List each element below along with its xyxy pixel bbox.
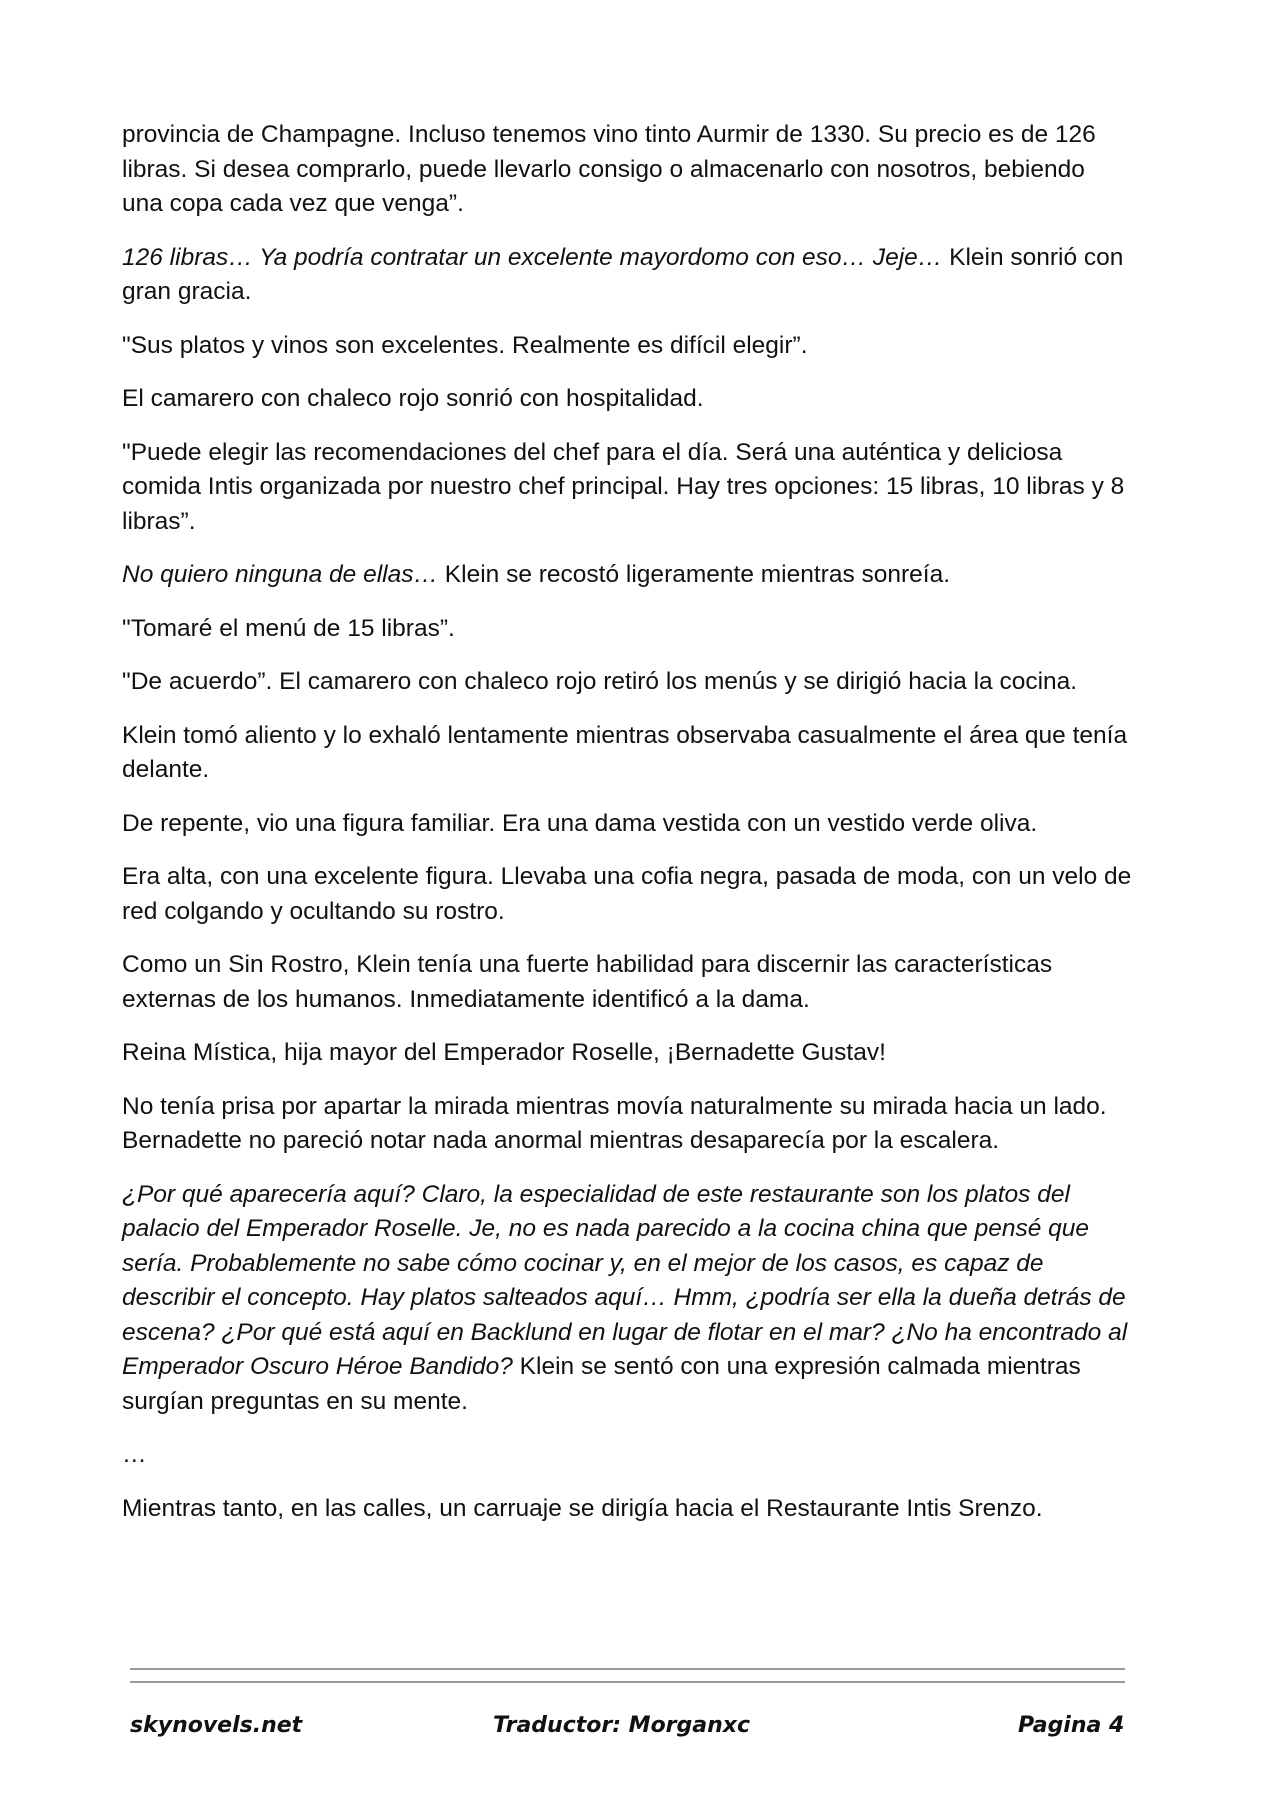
paragraph — [122, 436, 1132, 540]
text-run: "De acuerdo”. El camarero con chaleco rojo retiró los menús y se dirigió hacia la cocina. — [122, 668, 1078, 695]
paragraph — [122, 612, 1132, 647]
footer-page-number: Pagina 4 — [1018, 1713, 1125, 1738]
page-footer — [0, 1713, 1280, 1747]
text-run: Como un Sin Rostro, Klein tenía una fuerte habilidad para discernir las características externas de los humanos. Inmediatamente identificó a la dama. — [122, 951, 1053, 1013]
paragraph — [122, 1492, 1132, 1527]
text-run: Reina Mística, hija mayor del Emperador Roselle, ¡Bernadette Gustav! — [122, 1039, 886, 1066]
footer-site: skynovels.net — [130, 1713, 303, 1738]
text-run: Klein sonrió con gran gracia. — [122, 243, 1124, 305]
text-run: Klein tomó aliento y lo exhaló lentamente mientras observaba casualmente el área que tenía delante. — [122, 721, 1128, 783]
text-run: "Sus platos y vinos son excelentes. Realmente es difícil elegir”. — [122, 331, 808, 359]
paragraph — [122, 719, 1132, 788]
document-body — [122, 118, 1132, 1526]
text-run: provincia de Champagne. Incluso tenemos vino tinto Aurmir de 1330. Su precio es de 126 libras. Si desea comprarlo, puede llevarlo consigo o almacenarlo con nosotros, bebiendo una copa cada vez que venga”. — [122, 121, 1096, 217]
paragraph — [122, 558, 1132, 593]
text-run: De repente, vio una figura familiar. Era una dama vestida con un vestido verde oliva. — [122, 809, 1038, 837]
text-run: Mientras tanto, en las calles, un carruaje se dirigía hacia el Restaurante Intis Srenzo. — [122, 1494, 1043, 1522]
paragraph — [122, 1438, 1132, 1473]
text-run: "Puede elegir las recomendaciones del chef para el día. Será una auténtica y deliciosa comida Intis organizada por nuestro chef principal. Hay tres opciones: 15 libras, 10 libras y 8 libras”. — [122, 438, 1125, 535]
paragraph — [122, 382, 1132, 417]
paragraph — [122, 860, 1132, 929]
paragraph — [122, 118, 1132, 222]
italic-text: ¿Por qué aparecería aquí? Claro, la especialidad de este restaurante son los platos del palacio del Emperador Roselle. Je, no es nada parecido a la cocina china que pensé que sería. Probablemente no sabe cómo cocinar y, en el mejor de los casos, es capaz de describir el concepto. Hay platos salteados aquí… Hmm, ¿podría ser ella la dueña detrás de escena? ¿Por qué está aquí en Backlund en lugar de flotar en el mar? ¿No ha encontrado al Emperador Oscuro Héroe Bandido? — [122, 1180, 1128, 1380]
paragraph — [122, 1090, 1132, 1159]
text-run: Klein se sentó con una expresión calmada mientras surgían preguntas en su mente. — [122, 1353, 1081, 1415]
paragraph — [122, 241, 1132, 310]
paragraph — [122, 807, 1132, 842]
text-run: No tenía prisa por apartar la mirada mientras movía naturalmente su mirada hacia un lado. Bernadette no pareció notar nada anormal mientras desaparecía por la escalera. — [122, 1092, 1107, 1154]
text-run: "Tomaré el menú de 15 libras”. — [122, 614, 455, 642]
text-run: Klein se recostó ligeramente mientras sonreía. — [438, 561, 951, 588]
paragraph — [122, 1178, 1132, 1420]
footer-translator: Traductor: Morganxc — [493, 1713, 751, 1738]
italic-text: No quiero ninguna de ellas… — [122, 561, 438, 588]
paragraph — [122, 948, 1132, 1017]
footer-divider-bottom — [130, 1681, 1125, 1683]
paragraph — [122, 329, 1132, 364]
text-run: Era alta, con una excelente figura. Llevaba una cofia negra, pasada de moda, con un velo de red colgando y ocultando su rostro. — [122, 863, 1132, 925]
paragraph — [122, 1036, 1132, 1071]
footer-divider-top — [130, 1668, 1125, 1670]
italic-text: 126 libras… Ya podría contratar un excelente mayordomo con eso… Jeje… — [122, 243, 943, 271]
text-run: El camarero con chaleco rojo sonrió con hospitalidad. — [122, 385, 704, 412]
paragraph — [122, 665, 1132, 700]
text-run: … — [122, 1441, 147, 1468]
